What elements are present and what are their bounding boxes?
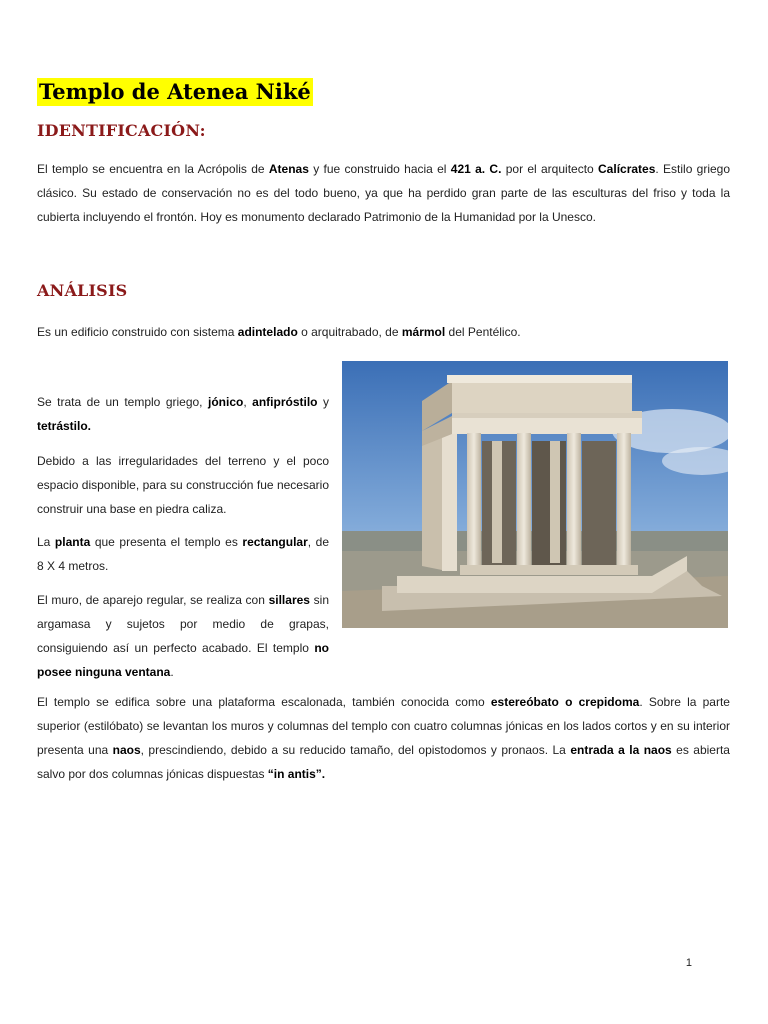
text-run: , prescindiendo, debido a su reducido tamaño, del opistodomos y pronaos. La: [140, 743, 571, 757]
text-run: El muro, de aparejo regular, se realiza con: [37, 593, 269, 607]
bold-term: rectangular: [242, 535, 308, 549]
text-run: que presenta el templo es: [90, 535, 243, 549]
bold-term: mármol: [401, 325, 446, 339]
text-run: del Pentélico.: [445, 325, 521, 339]
text-run: , de 8 X 4 metros.: [37, 535, 330, 573]
text-run: es abierta salvo por dos columnas jónicas dispuestas: [37, 743, 730, 781]
paragraph-estereobato: [37, 690, 730, 786]
text-run: .: [170, 665, 174, 679]
text-run: o arquitrabado, de: [297, 325, 402, 339]
text-run: Es un edificio construido con sistema: [37, 325, 238, 339]
bold-term: Atenas: [268, 162, 309, 176]
paragraph-muro: [37, 588, 329, 684]
bold-term: “in antis”.: [267, 767, 326, 781]
paragraph-planta: [37, 530, 329, 578]
paragraph-base: [37, 449, 329, 521]
text-run: sin argamasa y sujetos por medio de grapas, consiguiendo así un perfecto acabado. El templo: [37, 593, 329, 655]
bold-term: planta: [54, 535, 91, 549]
text-run: y: [317, 395, 329, 409]
paragraph-sistema: [37, 320, 730, 344]
text-run: por el arquitecto: [501, 162, 599, 176]
bold-term: naos: [112, 743, 141, 757]
bold-term: no posee ninguna ventana: [37, 641, 329, 679]
bold-term: sillares: [268, 593, 310, 607]
bold-term: adintelado: [237, 325, 298, 339]
text-run: Debido a las irregularidades del terreno y el poco espacio disponible, para su construcción fue necesario construir una base en piedra caliza.: [37, 454, 329, 516]
text-run: El templo se edifica sobre una plataforma escalonada, también conocida como: [37, 695, 491, 709]
temple-photo: [342, 361, 728, 628]
heading-analisis: ANÁLISIS: [37, 281, 128, 300]
bold-term: Calícrates: [598, 162, 656, 176]
bold-term: tetrástilo.: [37, 419, 92, 433]
bold-term: entrada a la naos: [570, 743, 672, 757]
text-run: El templo se encuentra en la Acrópolis de: [37, 162, 269, 176]
text-run: . Sobre la parte superior (estilóbato) se levantan los muros y columnas del templo con cuatro columnas jónicas en los lados cortos y en su interior presenta una: [37, 695, 730, 757]
paragraph-tipologia: [37, 390, 329, 438]
heading-identificacion: IDENTIFICACIÓN:: [37, 121, 206, 140]
bold-term: 421 a. C.: [450, 162, 502, 176]
bold-term: anfipróstilo: [252, 395, 318, 409]
text-run: Se trata de un templo griego,: [37, 395, 208, 409]
bold-term: jónico: [208, 395, 244, 409]
text-run: y fue construido hacia el: [308, 162, 451, 176]
text-run: La: [37, 535, 55, 549]
paragraph-identificacion: [37, 157, 730, 229]
text-run: ,: [243, 395, 253, 409]
text-run: . Estilo griego clásico. Su estado de conservación no es del todo bueno, ya que ha perdido gran parte de las esculturas del friso y toda la cubierta incluyendo el frontón. Hoy es monumento declarado Patrimonio de la Humanidad por la Unesco.: [37, 162, 731, 224]
page-number: 1: [685, 957, 692, 969]
bold-term: estereóbato o crepidoma: [490, 695, 640, 709]
page-title: Templo de Atenea Niké: [39, 79, 311, 104]
